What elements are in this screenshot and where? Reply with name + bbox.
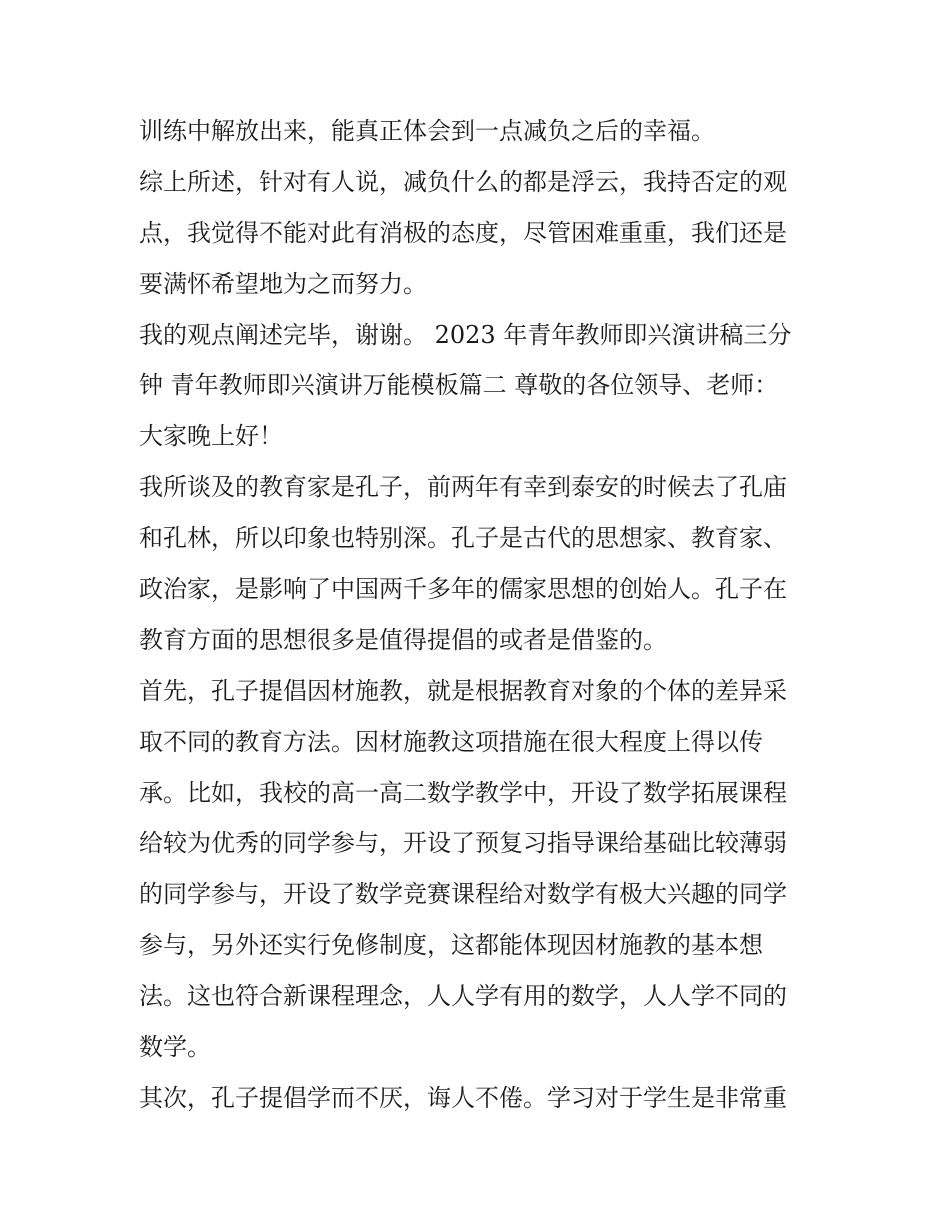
- text-line: 其次，孔子提倡学而不厌，诲人不倦。学习对于学生是非常重: [139, 1083, 787, 1112]
- text-line: 取不同的教育方法。因材施教这项措施在很大程度上得以传: [139, 727, 763, 756]
- text-line: 政治家，是影响了中国两千多年的儒家思想的创始人。孔子在: [139, 575, 787, 604]
- body-text: [139, 106, 819, 1124]
- text-line: 和孔林，所以印象也特别深。孔子是古代的思想家、教育家、: [139, 524, 787, 553]
- text-line: 大家晚上好！: [139, 422, 283, 451]
- text-line: 点，我觉得不能对此有消极的态度，尽管困难重重，我们还是: [139, 218, 787, 247]
- text-line: 要满怀希望地为之而努力。: [139, 269, 427, 298]
- text-line: 参与，另外还实行免修制度，这都能体现因材施教的基本想: [139, 931, 763, 960]
- text-line: 我所谈及的教育家是孔子，前两年有幸到泰安的时候去了孔庙: [139, 473, 787, 502]
- text-line: 承。比如，我校的高一高二数学教学中，开设了数学拓展课程: [139, 778, 787, 807]
- text-line: 教育方面的思想很多是值得提倡的或者是借鉴的。: [139, 625, 667, 654]
- text-line: 给较为优秀的同学参与，开设了预复习指导课给基础比较薄弱: [139, 829, 787, 858]
- text-line: 钟 青年教师即兴演讲万能模板篇二 尊敬的各位领导、老师：: [139, 371, 779, 400]
- text-line: 首先，孔子提倡因材施教，就是根据教育对象的个体的差异采: [139, 676, 787, 705]
- text-line: 我的观点阐述完毕，谢谢。 2023 年青年教师即兴演讲稿三分: [139, 320, 792, 349]
- text-line: 的同学参与，开设了数学竞赛课程给对数学有极大兴趣的同学: [139, 880, 787, 909]
- text-line: 数学。: [139, 1033, 211, 1062]
- text-line: 法。这也符合新课程理念，人人学有用的数学，人人学不同的: [139, 982, 787, 1011]
- text-line: 综上所述，针对有人说，减负什么的都是浮云，我持否定的观: [139, 167, 787, 196]
- text-line: 训练中解放出来，能真正体会到一点减负之后的幸福。: [139, 117, 715, 145]
